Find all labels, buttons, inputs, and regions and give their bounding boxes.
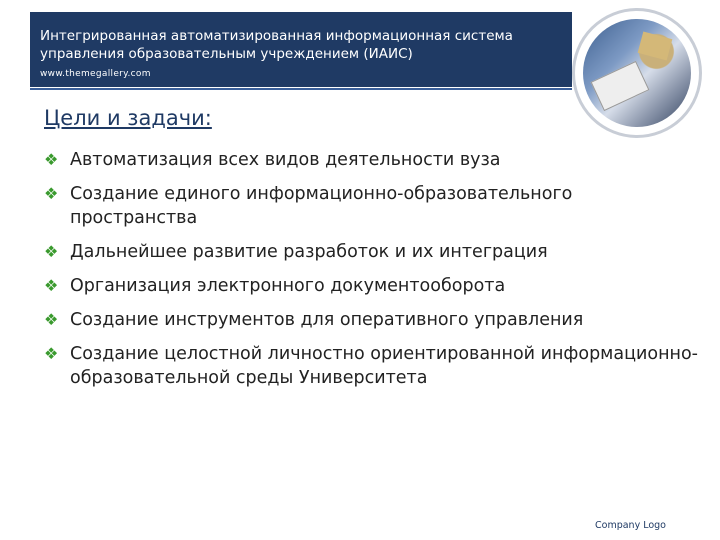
bullet-text: Дальнейшее развитие разработок и их интеграция [70,242,548,262]
bullet-text: Автоматизация всех видов деятельности вуза [70,150,501,170]
list-item [44,182,704,230]
diamond-leaf-icon: ❖ [44,344,59,363]
slide-header-title: Интегрированная автоматизированная информационная система управления образовательным учреждением (ИАИС) [40,28,513,62]
list-item [44,240,704,264]
bullet-text: Создание единого информационно-образовательного пространства [70,184,573,228]
bullet-text: Организация электронного документооборота [70,276,506,296]
list-item [44,308,704,332]
diamond-leaf-icon: ❖ [44,242,59,261]
header-divider [30,88,572,90]
list-item [44,274,704,298]
diamond-leaf-icon: ❖ [44,150,59,169]
section-heading: Цели и задачи: [44,106,212,130]
company-logo: Company Logo [595,520,666,531]
diamond-leaf-icon: ❖ [44,276,59,295]
bullet-text: Создание инструментов для оперативного управления [70,310,584,330]
bullet-list [44,148,704,400]
list-item [44,148,704,172]
diamond-leaf-icon: ❖ [44,184,59,203]
bullet-text: Создание целостной личностно ориентированной информационно-образовательной среды Университета [70,344,699,388]
list-item [44,342,704,390]
diamond-leaf-icon: ❖ [44,310,59,329]
header-url: www.themegallery.com [40,69,151,79]
